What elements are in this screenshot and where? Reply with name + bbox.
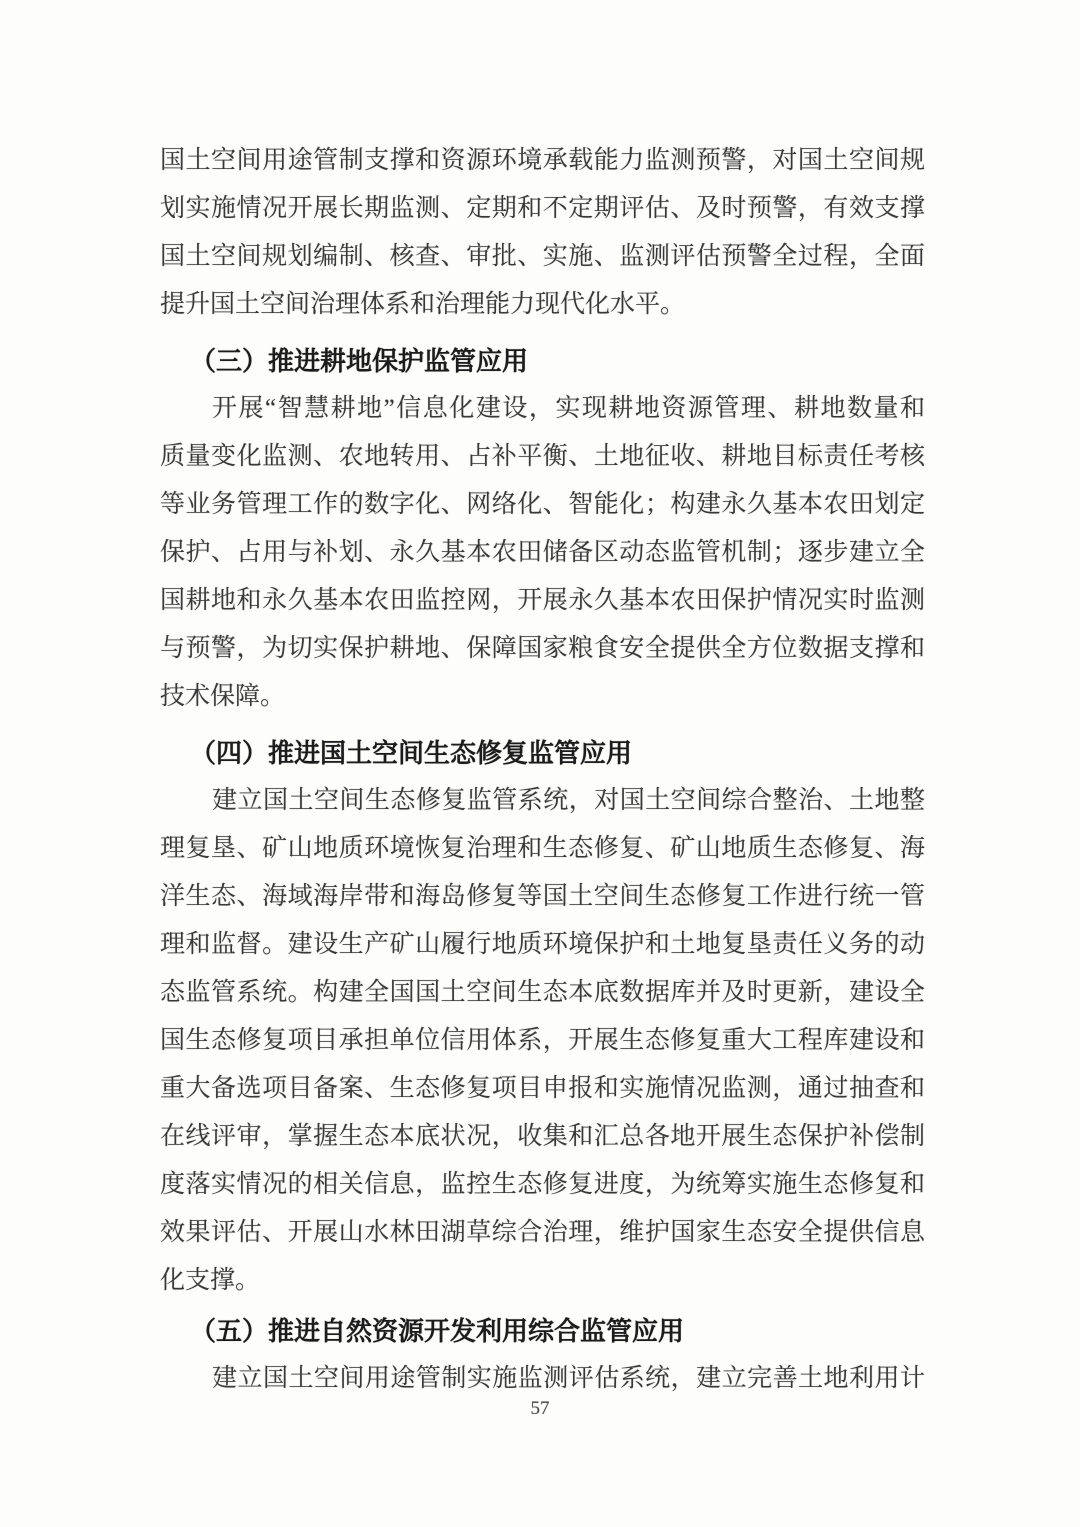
text-line: 国耕地和永久基本农田监控网，开展永久基本农田保护情况实时监测 (160, 587, 925, 614)
section-4-paragraph (160, 777, 925, 1305)
text-line: 国土空间规划编制、核查、审批、实施、监测评估预警全过程，全面 (160, 243, 925, 270)
text-line: 建立国土空间生态修复监管系统，对国土空间综合整治、土地整 (212, 787, 925, 814)
intro-paragraph (160, 137, 925, 329)
text-line: 与预警，为切实保护耕地、保障国家粮食安全提供全方位数据支撑和 (160, 635, 925, 662)
section-3-paragraph (160, 385, 925, 721)
text-line: 等业务管理工作的数字化、网络化、智能化；构建永久基本农田划定 (160, 491, 925, 518)
text-line: 重大备选项目备案、生态修复项目申报和实施情况监测，通过抽查和 (160, 1075, 925, 1102)
section-heading-4: （四）推进国土空间生态修复监管应用 (190, 738, 633, 768)
text-line: 理和监督。建设生产矿山履行地质环境保护和土地复垦责任义务的动 (160, 931, 925, 958)
section-heading-5: （五）推进自然资源开发利用综合监管应用 (190, 1316, 685, 1346)
text-line: 化支撑。 (160, 1267, 261, 1294)
text-line: 洋生态、海域海岸带和海岛修复等国土空间生态修复工作进行统一管 (160, 883, 925, 910)
text-line: 在线评审，掌握生态本底状况，收集和汇总各地开展生态保护补偿制 (160, 1123, 925, 1150)
document-content (160, 137, 925, 1403)
page-number: 57 (530, 1398, 550, 1419)
text-line: 开展“智慧耕地”信息化建设，实现耕地资源管理、耕地数量和 (212, 395, 925, 422)
text-line: 国土空间用途管制支撑和资源环境承载能力监测预警，对国土空间规 (160, 147, 925, 174)
text-line: 态监管系统。构建全国国土空间生态本底数据库并及时更新，建设全 (160, 979, 925, 1006)
text-line: 建立国土空间用途管制实施监测评估系统，建立完善土地利用计 (212, 1365, 925, 1392)
section-heading-3: （三）推进耕地保护监管应用 (190, 346, 529, 376)
text-line: 划实施情况开展长期监测、定期和不定期评估、及时预警，有效支撑 (160, 195, 925, 222)
text-line: 提升国土空间治理体系和治理能力现代化水平。 (160, 291, 686, 318)
text-line: 质量变化监测、农地转用、占补平衡、土地征收、耕地目标责任考核 (160, 443, 925, 470)
text-line: 国生态修复项目承担单位信用体系，开展生态修复重大工程库建设和 (160, 1027, 925, 1054)
text-line: 保护、占用与补划、永久基本农田储备区动态监管机制；逐步建立全 (160, 539, 925, 566)
text-line: 理复垦、矿山地质环境恢复治理和生态修复、矿山地质生态修复、海 (160, 835, 925, 862)
text-line: 技术保障。 (160, 683, 286, 710)
text-line: 度落实情况的相关信息，监控生态修复进度，为统筹实施生态修复和 (160, 1171, 925, 1198)
text-line: 效果评估、开展山水林田湖草综合治理，维护国家生态安全提供信息 (160, 1219, 925, 1246)
